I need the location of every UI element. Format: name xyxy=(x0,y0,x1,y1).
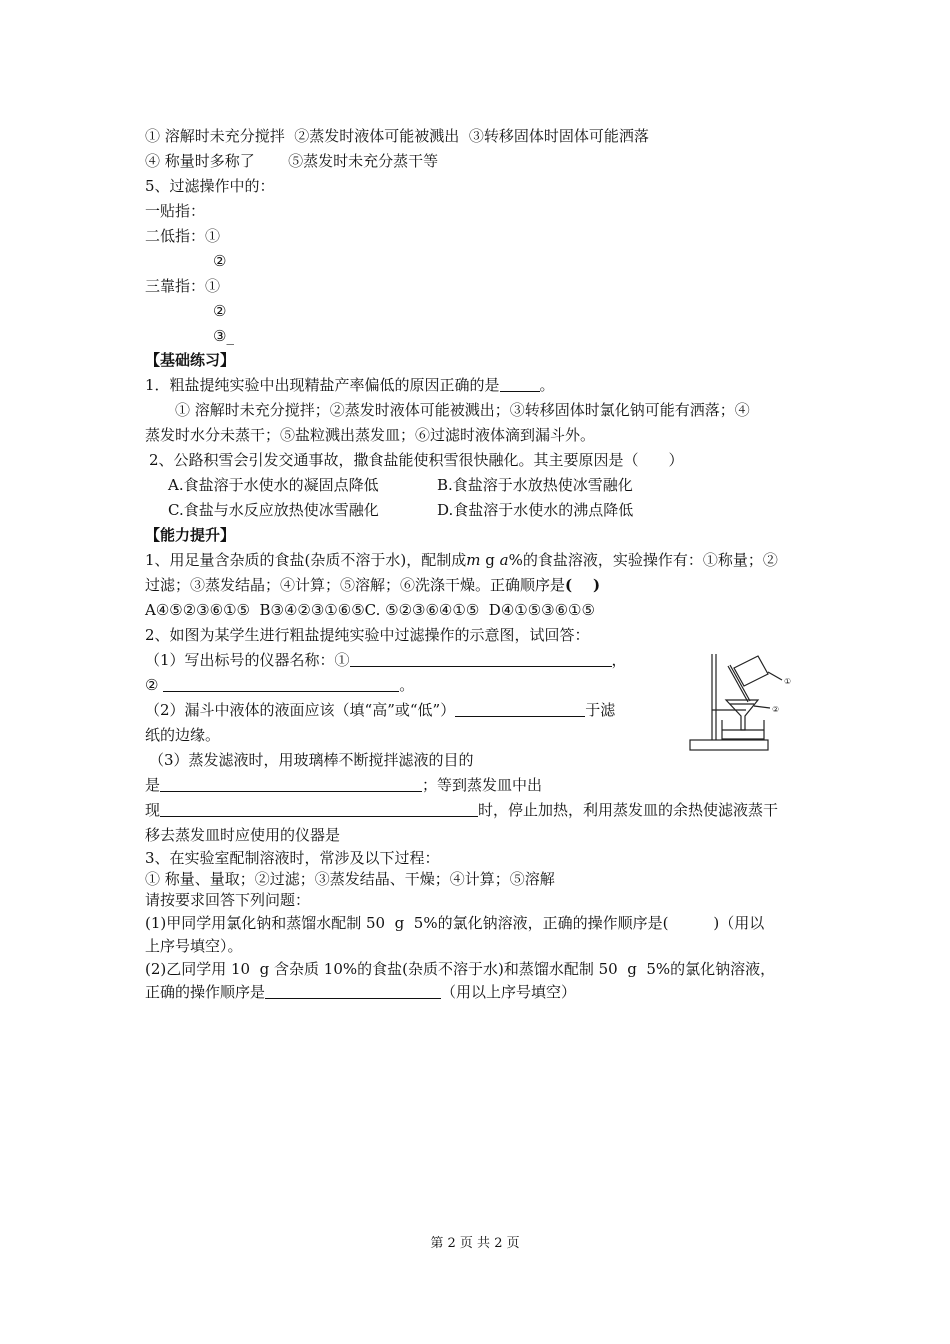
page-footer: 第 2 页 共 2 页 xyxy=(430,1236,520,1251)
answer-choices: A④⑤②③⑥①⑤ B③④②③①⑥⑤C. ⑤②③⑥④①⑤ D④①⑤③⑥①⑤ xyxy=(145,601,595,619)
text-line: ② 。 xyxy=(145,676,415,694)
answer-blank[interactable] xyxy=(455,701,585,717)
question-1: 1．粗盐提纯实验中出现精盐产率偏低的原因正确的是 。 xyxy=(145,376,555,394)
problem-2: 2、如图为某学生进行粗盐提纯实验中过滤操作的示意图，试回答： xyxy=(145,626,590,644)
option-c: C.食盐与水反应放热使冰雪融化 xyxy=(168,501,379,519)
text-line: ① 称量、量取；②过滤；③蒸发结晶、干燥；④计算；⑤溶解 xyxy=(145,870,555,888)
text-line: ① 溶解时未充分搅拌；②蒸发时液体可能被溅出；③转移固体时氯化钠可能有洒落；④ xyxy=(175,401,750,419)
answer-blank[interactable] xyxy=(350,651,612,667)
option-a: A.食盐溶于水使水的凝固点降低 xyxy=(168,476,379,494)
text-line: ③_ xyxy=(213,327,234,345)
text-line: 正确的操作顺序是 （用以上序号填空） xyxy=(145,983,577,1001)
text-line: ① 溶解时未充分搅拌 ②蒸发时液体可能被溅出 ③转移固体时固体可能洒落 xyxy=(145,127,649,145)
text-line: 5、过滤操作中的： xyxy=(145,177,275,195)
text-line: 一贴指： xyxy=(145,202,206,220)
text-line: 蒸发时水分未蒸干；⑤盐粒溅出蒸发皿；⑥过滤时液体滴到漏斗外。 xyxy=(145,426,596,444)
problem-1: 1、用足量含杂质的食盐(杂质不溶于水)，配制成m g a%的食盐溶液，实验操作有：①称量；② xyxy=(145,551,778,569)
figure-label-2: ② xyxy=(772,705,780,714)
filtration-apparatus-diagram xyxy=(688,650,812,754)
answer-blank[interactable] xyxy=(160,776,422,792)
text-line: 过滤；③蒸发结晶；④计算；⑤溶解；⑥洗涤干燥。正确顺序是( ) xyxy=(145,576,601,594)
stand-base xyxy=(690,740,768,750)
text-line: (1)甲同学用氯化钠和蒸馏水配制 50 g 5%的氯化钠溶液，正确的操作顺序是( )（用以 xyxy=(145,914,765,932)
answer-blank[interactable] xyxy=(500,376,540,392)
text-line: 是 ；等到蒸发皿中出 xyxy=(145,776,543,794)
text-line: 纸的边缘。 xyxy=(145,726,221,744)
section-heading-advanced: 【能力提升】 xyxy=(145,526,236,544)
option-d: D.食盐溶于水使水的沸点降低 xyxy=(437,501,634,519)
section-heading-basic: 【基础练习】 xyxy=(145,351,236,369)
figure-label-1: ① xyxy=(784,677,792,686)
answer-blank[interactable] xyxy=(265,983,441,999)
text-line: （3）蒸发滤液时，用玻璃棒不断搅拌滤液的目的 xyxy=(149,751,474,769)
text-line: 移去蒸发皿时应使用的仪器是 xyxy=(145,826,341,844)
text-line: （2）漏斗中液体的液面应该（填“高”或“低”） 于滤 xyxy=(145,701,616,719)
question-2: 2、公路积雪会引发交通事故，撒食盐能使积雪很快融化。其主要原因是（ ） xyxy=(149,451,684,469)
text-line: (2)乙同学用 10 g 含杂质 10%的食盐(杂质不溶于水)和蒸馏水配制 50 g 5%的氯化钠溶液， xyxy=(145,960,776,978)
text-line: ④ 称量时多称了 ⑤蒸发时未充分蒸干等 xyxy=(145,152,439,170)
problem-3: 3、在实验室配制溶液时，常涉及以下过程： xyxy=(145,849,440,867)
text-line: （1）写出标号的仪器名称：① ， xyxy=(145,651,627,669)
text-line: 上序号填空）。 xyxy=(145,937,243,955)
answer-blank[interactable] xyxy=(160,801,478,817)
text-line: ② xyxy=(213,302,227,320)
option-b: B.食盐溶于水放热使冰雪融化 xyxy=(437,476,633,494)
answer-blank[interactable] xyxy=(163,676,399,692)
glass-rod xyxy=(728,666,748,702)
text-line: 现 时，停止加热，利用蒸发皿的余热使滤液蒸干 xyxy=(145,801,779,819)
text-line: 二低指：① xyxy=(145,227,221,245)
text-line: ② xyxy=(213,252,227,270)
text-line: 请按要求回答下列问题： xyxy=(145,891,311,909)
text-line: 三靠指：① xyxy=(145,277,221,295)
